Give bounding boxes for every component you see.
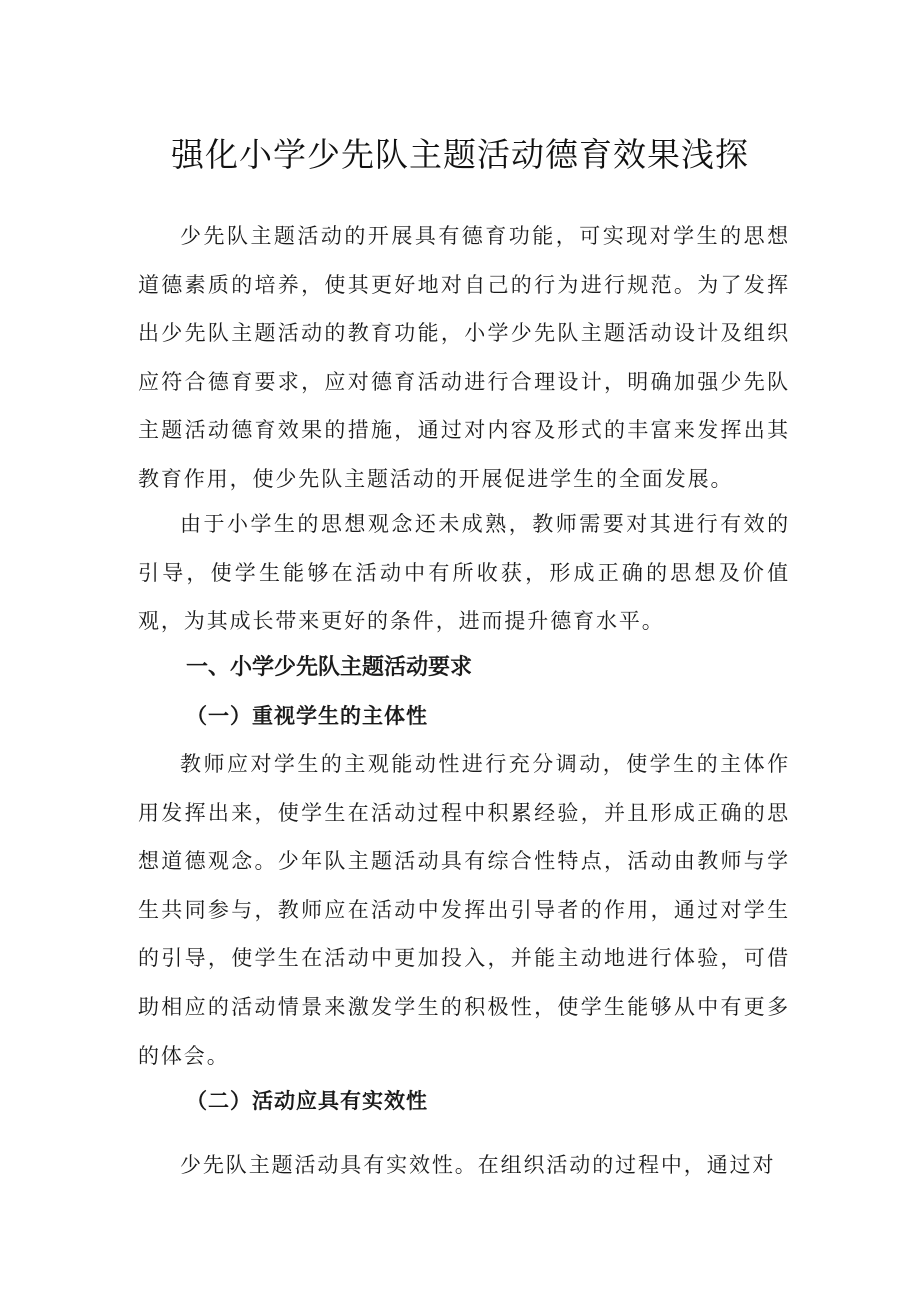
paragraph-subject: 教师应对学生的主观能动性进行充分调动，使学生的主体作用发挥出来，使学生在活动过程中积累经验，并且形成正确的思想道德观念。少年队主题活动具有综合性特点，活动由教师与学生共同参与，教师应在活动中发挥出引导者的作用，通过对学生的引导，使学生在活动中更加投入，并能主动地进行体验，可借助相应的活动情景来激发学生的积极性，使学生能够从中有更多的体会。 [138, 752, 790, 1068]
paragraph-intro: 少先队主题活动的开展具有德育功能，可实现对学生的思想道德素质的培养，使其更好地对自己的行为进行规范。为了发挥出少先队主题活动的教育功能，小学少先队主题活动设计及组织应符合德育要求，应对德育活动进行合理设计，明确加强少先队主题活动德育效果的措施，通过对内容及形式的丰富来发挥出其教育作用，使少先队主题活动的开展促进学生的全面发展。 [138, 224, 790, 491]
subsection-heading-1: （一）重视学生的主体性 [186, 703, 428, 728]
paragraph-effectiveness: 少先队主题活动具有实效性。在组织活动的过程中，通过对 [180, 1153, 776, 1177]
document-title: 强化小学少先队主题活动德育效果浅探 [171, 135, 749, 174]
paragraph-background: 由于小学生的思想观念还未成熟，教师需要对其进行有效的引导，使学生能够在活动中有所收获，形成正确的思想及价值观，为其成长带来更好的条件，进而提升德育水平。 [138, 512, 790, 634]
section-heading-1: 一、小学少先队主题活动要求 [186, 655, 473, 680]
subsection-heading-2: （二）活动应具有实效性 [186, 1088, 428, 1113]
